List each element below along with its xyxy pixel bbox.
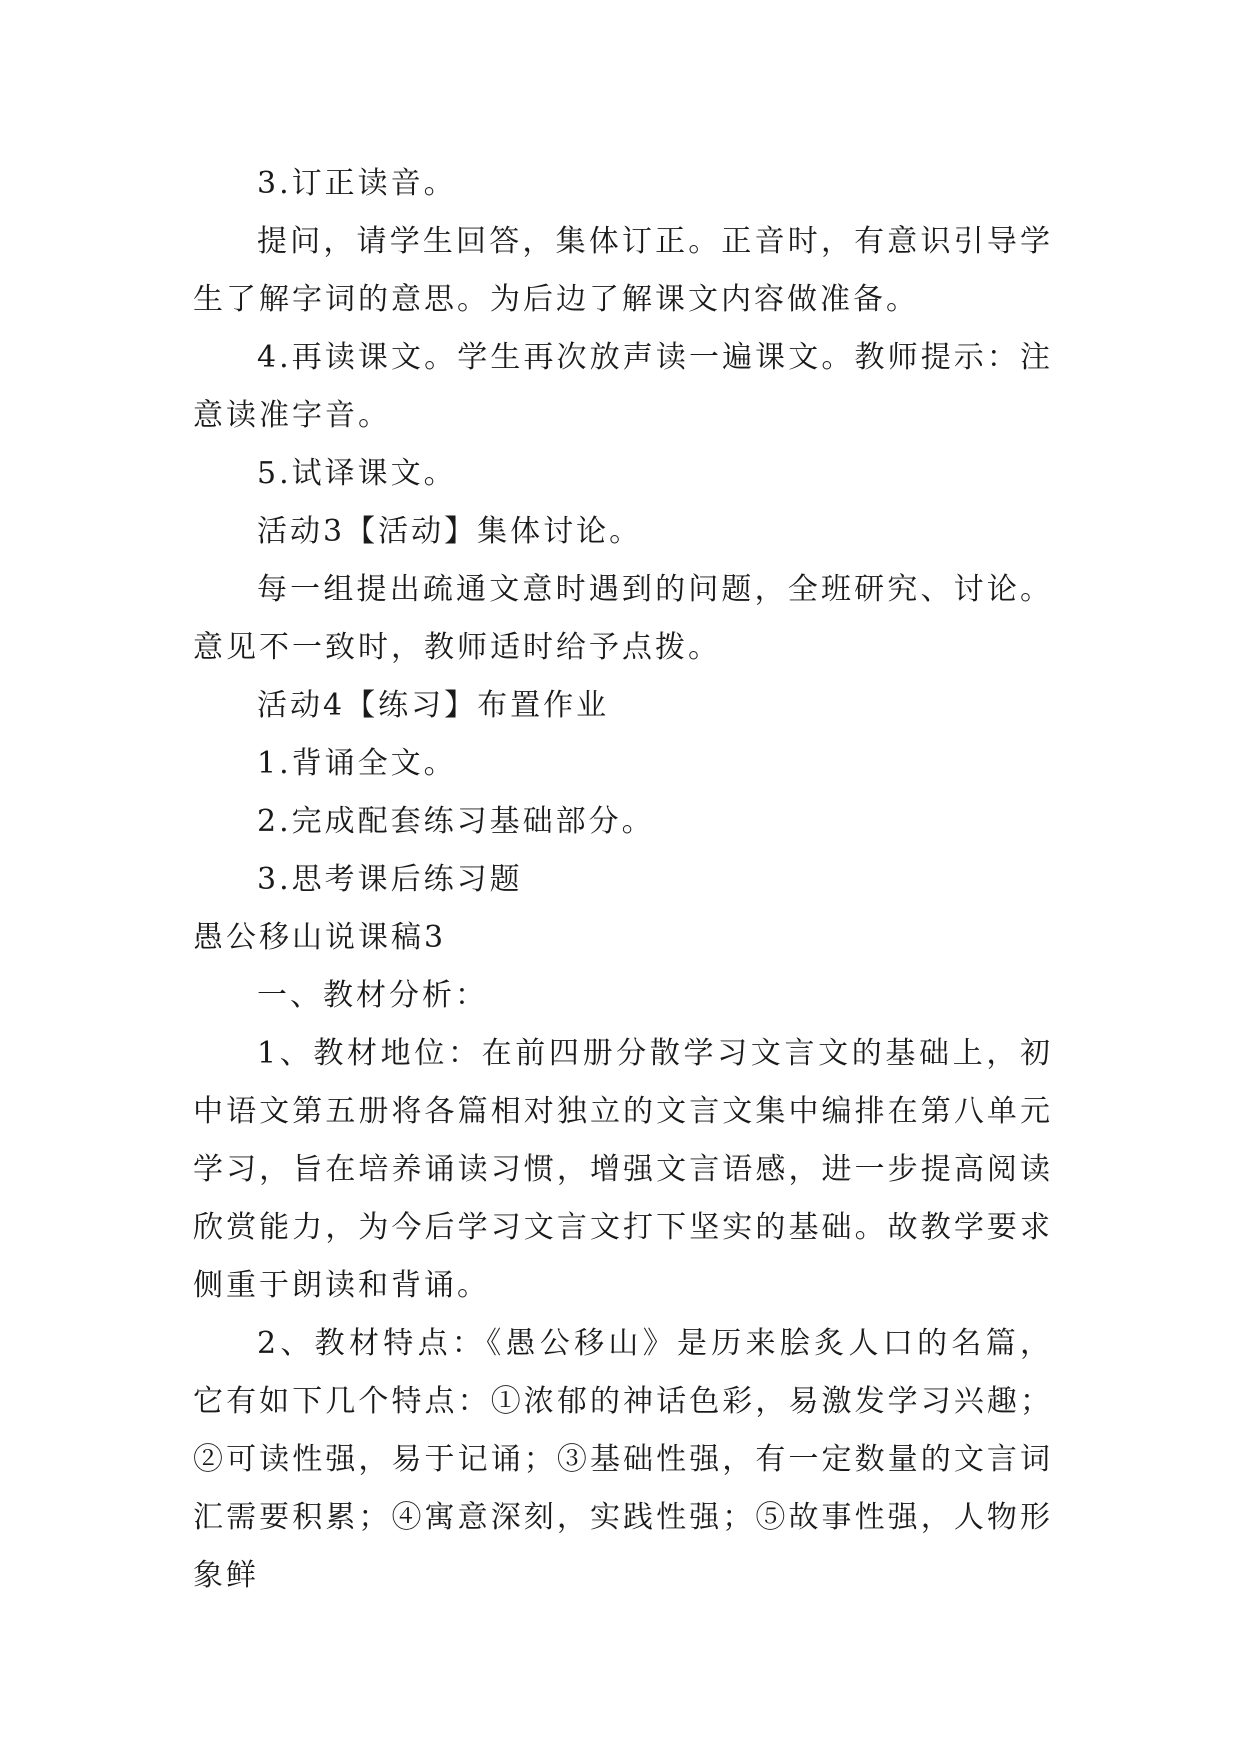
paragraph: 1、教材地位：在前四册分散学习文言文的基础上，初中语文第五册将各篇相对独立的文言文集中编排在第八单元学习，旨在培养诵读习惯，增强文言语感，进一步提高阅读欣赏能力，为今后学习文言文打下坚实的基础。故教学要求侧重于朗读和背诵。 [193,1036,1053,1303]
paragraph: 2、教材特点：《愚公移山》是历来脍炙人口的名篇，它有如下几个特点：①浓郁的神话色彩，易激发学习兴趣；②可读性强，易于记诵；③基础性强，有一定数量的文言词汇需要积累；④寓意深刻，实践性强；⑤故事性强，人物形象鲜 [193,1326,1053,1593]
paragraph: 1.背诵全文。 [257,746,457,781]
section-title: 愚公移山说课稿3 [193,920,447,955]
paragraph: 3.订正读音。 [257,166,457,201]
paragraph: 2.完成配套练习基础部分。 [257,804,655,839]
paragraph: 活动4【练习】布置作业 [257,688,610,723]
paragraph: 活动3【活动】集体讨论。 [257,514,643,549]
document-body [193,155,1053,1605]
paragraph: 每一组提出疏通文意时遇到的问题，全班研究、讨论。意见不一致时，教师适时给予点拨。 [193,572,1053,665]
paragraph: 提问，请学生回答，集体订正。正音时，有意识引导学生了解字词的意思。为后边了解课文内容做准备。 [193,224,1053,317]
paragraph: 3.思考课后练习题 [257,862,523,897]
paragraph: 一、教材分析： [257,978,488,1013]
paragraph: 4.再读课文。学生再次放声读一遍课文。教师提示：注意读准字音。 [193,340,1053,433]
paragraph: 5.试译课文。 [257,456,457,491]
